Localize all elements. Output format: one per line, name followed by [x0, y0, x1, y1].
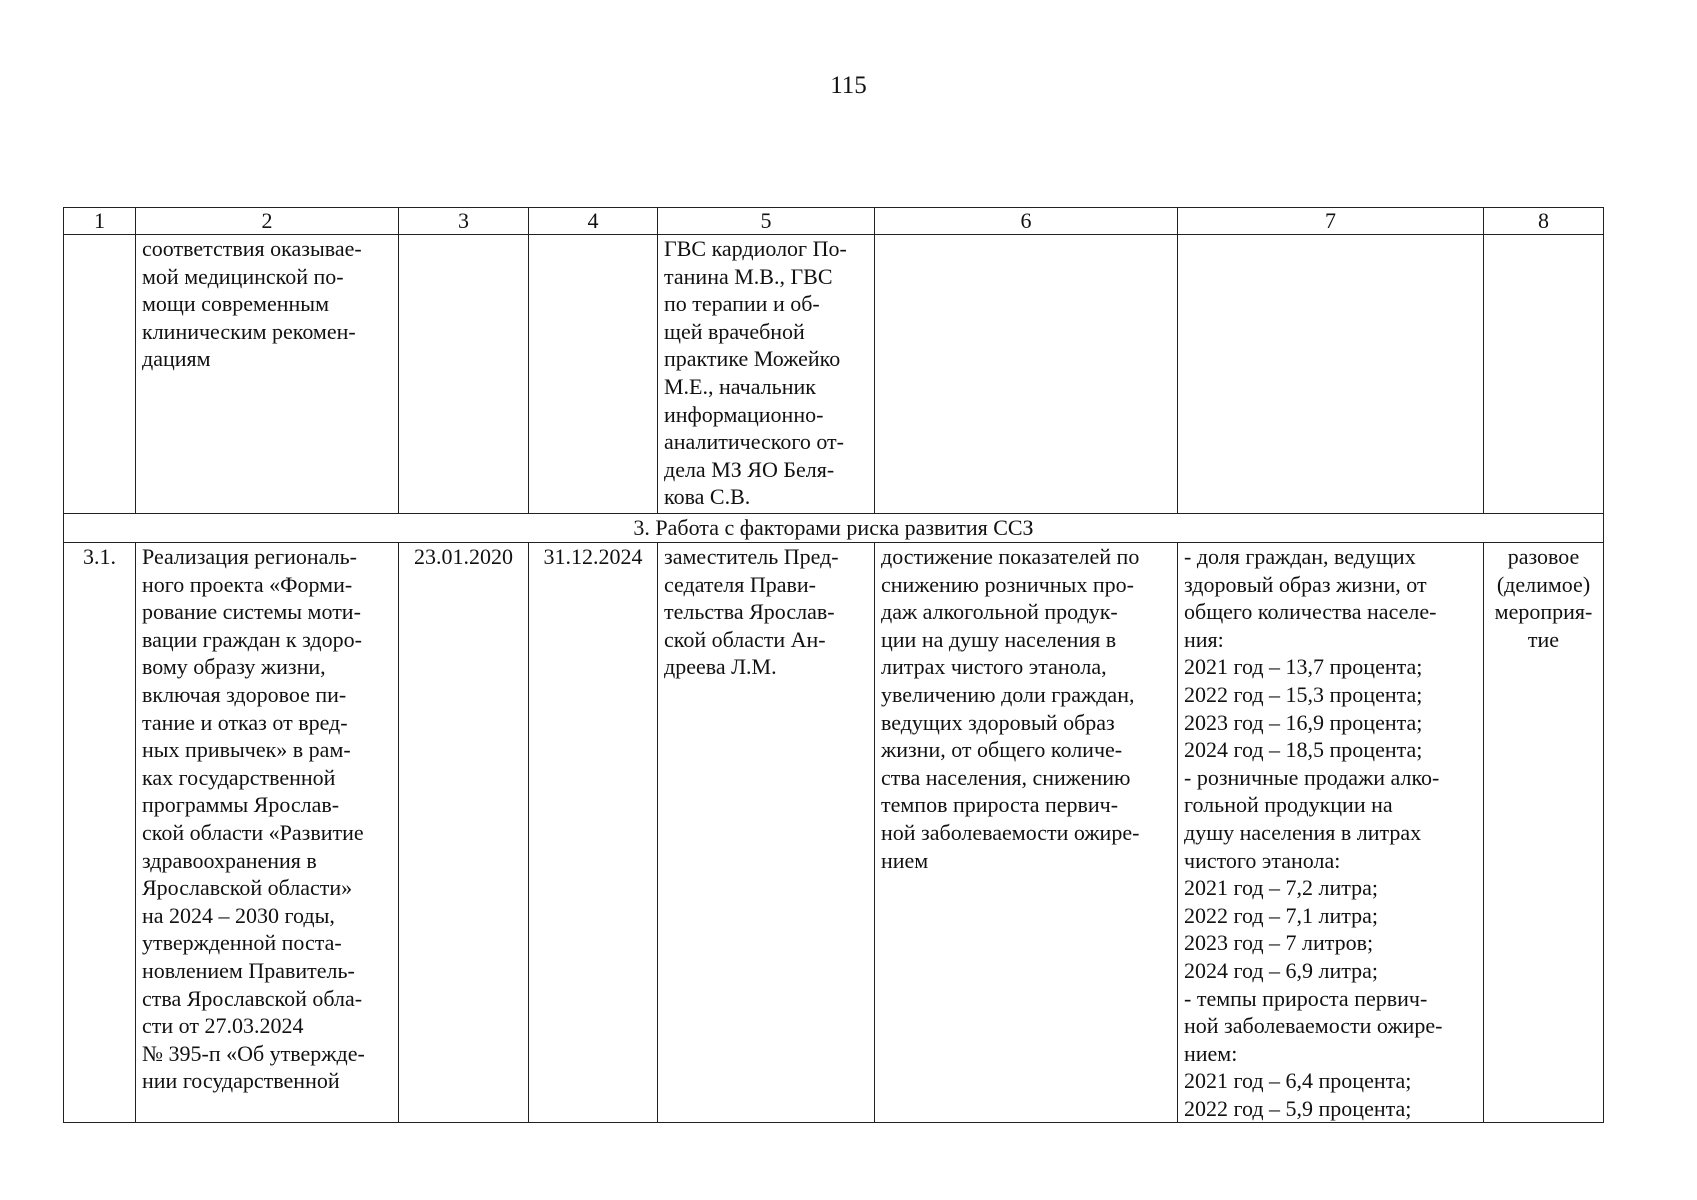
- text-line: ных привычек» в рам-: [142, 737, 351, 763]
- section-row: [64, 514, 1604, 543]
- text-line: сти от 27.03.2024: [142, 1013, 304, 1039]
- text-line: снижению розничных про-: [881, 571, 1134, 597]
- text-line: новлением Правитель-: [142, 957, 355, 983]
- text-line: (делимое): [1496, 571, 1591, 597]
- text-line: - темпы прироста первич-: [1184, 985, 1428, 1011]
- text-line: ведущих здоровый образ: [881, 709, 1115, 735]
- header-col-1: 1: [64, 208, 136, 235]
- responsible-cell: [658, 543, 875, 1123]
- header-col-2: 2: [136, 208, 399, 235]
- cont-number-cell: [64, 235, 136, 514]
- text-line: ного проекта «Форми-: [142, 571, 353, 597]
- text-line: 2021 год – 6,4 процента;: [1184, 1068, 1412, 1094]
- text-line: дела МЗ ЯО Беля-: [664, 456, 835, 482]
- text-line: 2022 год – 7,1 литра;: [1184, 902, 1379, 928]
- text-line: ках государственной: [142, 764, 336, 790]
- text-line: здравоохранения в: [142, 847, 317, 873]
- row-number: 3.1.: [64, 543, 136, 1123]
- text-line: дреева Л.М.: [664, 654, 777, 680]
- text-line: нием: [881, 847, 929, 873]
- text-line: 2023 год – 7 литров;: [1184, 930, 1374, 956]
- text-line: ния:: [1184, 626, 1224, 652]
- text-line: здоровый образ жизни, от: [1184, 571, 1427, 597]
- text-line: гольной продукции на: [1184, 792, 1393, 818]
- text-line: ской области Ан-: [664, 626, 826, 652]
- header-col-5: 5: [658, 208, 875, 235]
- text-line: по терапии и об-: [664, 291, 820, 317]
- text-line: клиническим рекомен-: [142, 318, 356, 344]
- text-line: Реализация региональ-: [142, 544, 357, 569]
- cont-end-cell: [529, 235, 658, 514]
- header-col-6: 6: [875, 208, 1178, 235]
- result-cell: [875, 543, 1178, 1123]
- text-line: кова С.В.: [664, 484, 751, 510]
- text-line: заместитель Пред-: [664, 544, 839, 569]
- text-line: мероприя-: [1494, 599, 1593, 625]
- text-line: ной заболеваемости ожире-: [881, 819, 1140, 845]
- end-date-cell: 31.12.2024: [529, 543, 658, 1123]
- text-line: чистого этанола:: [1184, 847, 1341, 873]
- text-line: 2022 год – 15,3 процента;: [1184, 681, 1423, 707]
- text-line: танина М.В., ГВС: [664, 263, 833, 289]
- text-line: информационно-: [664, 401, 824, 427]
- text-line: тание и отказ от вред-: [142, 709, 348, 735]
- text-line: аналитического от-: [664, 429, 844, 455]
- text-line: достижение показателей по: [881, 544, 1140, 569]
- measures-table: [63, 207, 1604, 1123]
- text-line: рование системы моти-: [142, 599, 361, 625]
- text-line: 2022 год – 5,9 процента;: [1184, 1095, 1412, 1121]
- text-line: душу населения в литрах: [1184, 819, 1422, 845]
- text-line: ной заболеваемости ожире-: [1184, 1013, 1443, 1039]
- start-date-cell: 23.01.2020: [399, 543, 529, 1123]
- cont-measure-cell: [136, 235, 399, 514]
- text-line: Ярославской области»: [142, 875, 353, 901]
- text-line: программы Ярослав-: [142, 792, 340, 818]
- text-line: тие: [1527, 626, 1560, 652]
- text-line: практике Можейко: [664, 346, 841, 372]
- header-col-3: 3: [399, 208, 529, 235]
- text-line: ства Ярославской обла-: [142, 985, 363, 1011]
- row-3-1: [64, 543, 1604, 1123]
- text-line: 2021 год – 13,7 процента;: [1184, 654, 1423, 680]
- cont-responsible-cell: [658, 235, 875, 514]
- text-line: ства населения, снижению: [881, 764, 1131, 790]
- text-line: щей врачебной: [664, 318, 805, 344]
- text-line: мой медицинской по-: [142, 263, 344, 289]
- page-number: 115: [830, 72, 867, 99]
- cont-type-cell: [1484, 235, 1604, 514]
- measure-type-cell: [1484, 543, 1604, 1123]
- text-line: 2023 год – 16,9 процента;: [1184, 709, 1423, 735]
- text-line: включая здоровое пи-: [142, 681, 347, 707]
- text-line: утвержденной поста-: [142, 930, 342, 956]
- continuation-row: [64, 235, 1604, 514]
- header-col-4: 4: [529, 208, 658, 235]
- header-col-7: 7: [1178, 208, 1484, 235]
- text-line: тельства Ярослав-: [664, 599, 835, 625]
- text-line: соответствия оказывае-: [142, 236, 362, 261]
- cont-indicator-cell: [1178, 235, 1484, 514]
- indicators-cell: [1178, 543, 1484, 1123]
- text-line: нием:: [1184, 1040, 1238, 1066]
- text-line: мощи современным: [142, 291, 329, 317]
- text-line: темпов прироста первич-: [881, 792, 1119, 818]
- section-title: 3. Работа с факторами риска развития ССЗ: [64, 514, 1604, 543]
- header-col-8: 8: [1484, 208, 1604, 235]
- text-line: ГВС кардиолог По-: [664, 236, 847, 261]
- text-line: разовое: [1507, 544, 1580, 569]
- text-line: седателя Прави-: [664, 571, 817, 597]
- text-line: № 395-п «Об утвержде-: [142, 1040, 365, 1066]
- text-line: ской области «Развитие: [142, 819, 364, 845]
- text-line: вому образу жизни,: [142, 654, 326, 680]
- text-line: дациям: [142, 346, 211, 372]
- text-line: - розничные продажи алко-: [1184, 764, 1440, 790]
- text-line: 2024 год – 6,9 литра;: [1184, 957, 1379, 983]
- text-line: 2021 год – 7,2 литра;: [1184, 875, 1379, 901]
- header-row: [64, 208, 1604, 235]
- text-line: на 2024 – 2030 годы,: [142, 902, 335, 928]
- text-line: даж алкогольной продук-: [881, 599, 1118, 625]
- text-line: увеличению доли граждан,: [881, 681, 1135, 707]
- text-line: вации граждан к здоро-: [142, 626, 362, 652]
- cont-result-cell: [875, 235, 1178, 514]
- text-line: 2024 год – 18,5 процента;: [1184, 737, 1423, 763]
- text-line: - доля граждан, ведущих: [1184, 544, 1416, 569]
- text-line: М.Е., начальник: [664, 373, 816, 399]
- text-line: общего количества населе-: [1184, 599, 1437, 625]
- measure-cell: [136, 543, 399, 1123]
- cont-start-cell: [399, 235, 529, 514]
- text-line: литрах чистого этанола,: [881, 654, 1107, 680]
- text-line: жизни, от общего количе-: [881, 737, 1123, 763]
- text-line: нии государственной: [142, 1068, 340, 1094]
- text-line: ции на душу населения в: [881, 626, 1117, 652]
